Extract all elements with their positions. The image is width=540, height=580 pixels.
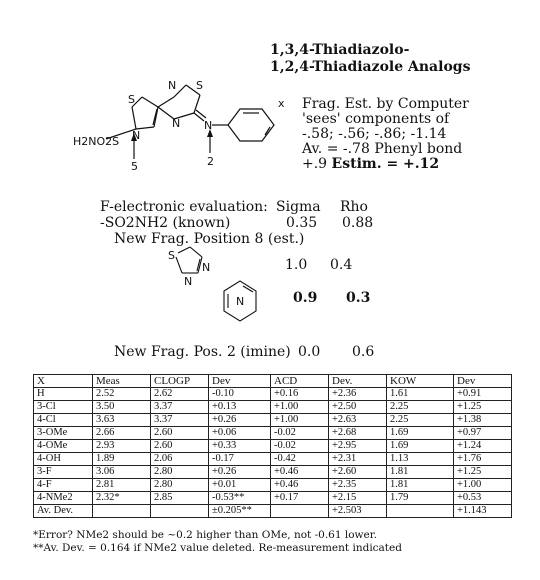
footnote-1: *Error? NMe2 should be ~0.2 higher than OMe, not -0.61 lower. xyxy=(33,529,377,541)
table-cell: +0.01 xyxy=(209,479,271,492)
footnote-2: **Av. Dev. = 0.164 if NMe2 value deleted. Re-measurement indicated xyxy=(33,542,402,554)
table-cell: 3-F xyxy=(34,466,93,479)
title-line-2: 1,2,4-Thiadiazole Analogs xyxy=(270,59,471,75)
table-row xyxy=(34,401,512,414)
table-cell: +1.25 xyxy=(454,466,512,479)
table-cell: +0.33 xyxy=(209,440,271,453)
table-cell: 2.25 xyxy=(387,401,454,414)
table-cell: +2.60 xyxy=(329,466,387,479)
table-cell: -0.17 xyxy=(209,453,271,466)
table-cell: 1.13 xyxy=(387,453,454,466)
table-cell: +0.26 xyxy=(209,466,271,479)
so2nh2-row-label: -SO2NH2 (known) xyxy=(100,215,231,231)
table-row xyxy=(34,505,512,518)
so2nh2-rho: 0.88 xyxy=(342,215,374,231)
table-cell: 3.50 xyxy=(93,401,151,414)
table-cell: 2.52 xyxy=(93,388,151,401)
table-cell: +2.31 xyxy=(329,453,387,466)
table-cell: 1.89 xyxy=(93,453,151,466)
header-x: X xyxy=(34,375,93,388)
rho-header: Rho xyxy=(340,199,368,215)
table-cell: 2.85 xyxy=(151,492,209,505)
table-cell: 2.06 xyxy=(151,453,209,466)
table-cell: +1.25 xyxy=(454,401,512,414)
table-cell: Av. Dev. xyxy=(34,505,93,518)
header-clogp: CLOGP xyxy=(151,375,209,388)
table-cell: +0.17 xyxy=(271,492,329,505)
table-header-row xyxy=(34,375,512,388)
table-cell: ±0.205** xyxy=(209,505,271,518)
table-cell: +2.503 xyxy=(329,505,387,518)
header-acd-dev: Dev. xyxy=(329,375,387,388)
table-cell: 3-OMe xyxy=(34,427,93,440)
table-cell: +1.38 xyxy=(454,414,512,427)
table-cell: 3.37 xyxy=(151,414,209,427)
mini-n2-label: N xyxy=(184,275,193,288)
table-cell: 2.60 xyxy=(151,440,209,453)
imine-n-label: N xyxy=(204,119,213,132)
table-cell: -0.02 xyxy=(271,440,329,453)
table-row xyxy=(34,388,512,401)
table-cell: -0.53** xyxy=(209,492,271,505)
table-cell: 3.63 xyxy=(93,414,151,427)
table-cell xyxy=(151,505,209,518)
table-cell: 2.80 xyxy=(151,466,209,479)
table-cell: 1.61 xyxy=(387,388,454,401)
frag-est-line-2: 'sees' components of xyxy=(302,111,450,127)
table-cell: 2.80 xyxy=(151,479,209,492)
header-kow: KOW xyxy=(387,375,454,388)
table-cell: 1.81 xyxy=(387,479,454,492)
header-dev: Dev xyxy=(209,375,271,388)
table-cell: +0.97 xyxy=(454,427,512,440)
table-cell: +1.00 xyxy=(271,414,329,427)
frag-est-line-3: -.58; -.56; -.86; -1.14 xyxy=(302,126,447,142)
table-cell: +1.00 xyxy=(271,401,329,414)
imine-sigma: 0.0 xyxy=(298,344,321,360)
thiadiazole-sigma: 1.0 xyxy=(285,257,308,273)
sigma-header: Sigma xyxy=(276,199,321,215)
table-cell: H xyxy=(34,388,93,401)
table-row xyxy=(34,492,512,505)
table-cell: 3.06 xyxy=(93,466,151,479)
table-cell: 2.60 xyxy=(151,427,209,440)
table-cell: 2.62 xyxy=(151,388,209,401)
header-kow-dev: Dev xyxy=(454,375,512,388)
frag-est-line-1: Frag. Est. by Computer xyxy=(302,96,469,112)
table-cell: 4-OMe xyxy=(34,440,93,453)
table-cell xyxy=(387,505,454,518)
table-cell: +2.36 xyxy=(329,388,387,401)
so2nh2-sigma: 0.35 xyxy=(286,215,318,231)
table-cell: +2.63 xyxy=(329,414,387,427)
position-2-label: 2 xyxy=(207,155,214,168)
table-cell: 1.69 xyxy=(387,427,454,440)
frag-est-estimate: Estim. = +.12 xyxy=(331,156,440,172)
pyridine-n-label: N xyxy=(236,295,245,308)
table-cell: +2.50 xyxy=(329,401,387,414)
table-cell: 1.69 xyxy=(387,440,454,453)
table-cell: +1.143 xyxy=(454,505,512,518)
ring-s-label: S xyxy=(128,93,135,106)
table-cell: 2.25 xyxy=(387,414,454,427)
table-row xyxy=(34,453,512,466)
table-cell: +0.46 xyxy=(271,479,329,492)
table-cell: 4-F xyxy=(34,479,93,492)
table-cell: +0.53 xyxy=(454,492,512,505)
table-cell: +1.00 xyxy=(454,479,512,492)
table-cell: 1.81 xyxy=(387,466,454,479)
table-cell: 4-NMe2 xyxy=(34,492,93,505)
f-electronic-label: F-electronic evaluation: xyxy=(100,199,268,215)
logp-comparison-table xyxy=(33,374,512,518)
table-cell: +2.68 xyxy=(329,427,387,440)
table-cell: 3.37 xyxy=(151,401,209,414)
table-cell: 2.93 xyxy=(93,440,151,453)
pyridine-sigma: 0.9 xyxy=(293,290,318,306)
table-row xyxy=(34,414,512,427)
table-cell: +0.16 xyxy=(271,388,329,401)
ring-n1-label: N xyxy=(168,79,177,92)
table-cell xyxy=(271,505,329,518)
header-acd: ACD xyxy=(271,375,329,388)
table-row xyxy=(34,427,512,440)
pyridine-rho: 0.3 xyxy=(346,290,371,306)
header-meas: Meas xyxy=(93,375,151,388)
table-body xyxy=(34,388,512,518)
table-row xyxy=(34,466,512,479)
table-cell: 4-Cl xyxy=(34,414,93,427)
table-cell xyxy=(93,505,151,518)
table-row xyxy=(34,440,512,453)
title-line-1: 1,3,4-Thiadiazolo- xyxy=(270,42,410,58)
ring-n2-label: N xyxy=(172,117,181,130)
frag-est-line-4: Av. = -.78 Phenyl bond xyxy=(302,141,463,157)
table-cell: -0.10 xyxy=(209,388,271,401)
mini-n1-label: N xyxy=(202,261,211,274)
table-cell: +0.46 xyxy=(271,466,329,479)
substituent-x-label: x xyxy=(278,97,285,110)
table-cell: -0.02 xyxy=(271,427,329,440)
table-cell: 4-OH xyxy=(34,453,93,466)
new-frag-imine-label: New Frag. Pos. 2 (imine) xyxy=(114,344,291,360)
ring-n3-label: N xyxy=(132,129,141,142)
table-cell: +0.91 xyxy=(454,388,512,401)
table-cell: +2.95 xyxy=(329,440,387,453)
ring-s2-label: S xyxy=(196,79,203,92)
table-cell: +2.15 xyxy=(329,492,387,505)
position-5-label: 5 xyxy=(131,160,138,173)
table-cell: +0.13 xyxy=(209,401,271,414)
table-cell: +1.24 xyxy=(454,440,512,453)
thiadiazole-structure xyxy=(70,55,300,175)
table-cell: 1.79 xyxy=(387,492,454,505)
table-cell: -0.42 xyxy=(271,453,329,466)
pyridine-fragment-structure xyxy=(212,277,272,327)
thiadiazole-rho: 0.4 xyxy=(330,257,353,273)
frag-est-line-5 xyxy=(302,157,439,172)
table-cell: +0.26 xyxy=(209,414,271,427)
table-cell: +2.35 xyxy=(329,479,387,492)
table-cell: 2.32* xyxy=(93,492,151,505)
table-cell: +0.06 xyxy=(209,427,271,440)
table-cell: 2.81 xyxy=(93,479,151,492)
table-cell: 2.66 xyxy=(93,427,151,440)
imine-rho: 0.6 xyxy=(352,344,375,360)
mini-s-label: S xyxy=(168,249,175,262)
new-frag-position-8-label: New Frag. Position 8 (est.) xyxy=(114,231,305,247)
table-cell: +1.76 xyxy=(454,453,512,466)
sulfonamide-label: H2NO2S xyxy=(73,135,120,148)
table-row xyxy=(34,479,512,492)
table-cell: 3-Cl xyxy=(34,401,93,414)
frag-est-phenyl-bond-value: +.9 xyxy=(302,156,332,172)
thiadiazole-fragment-structure xyxy=(160,243,220,293)
